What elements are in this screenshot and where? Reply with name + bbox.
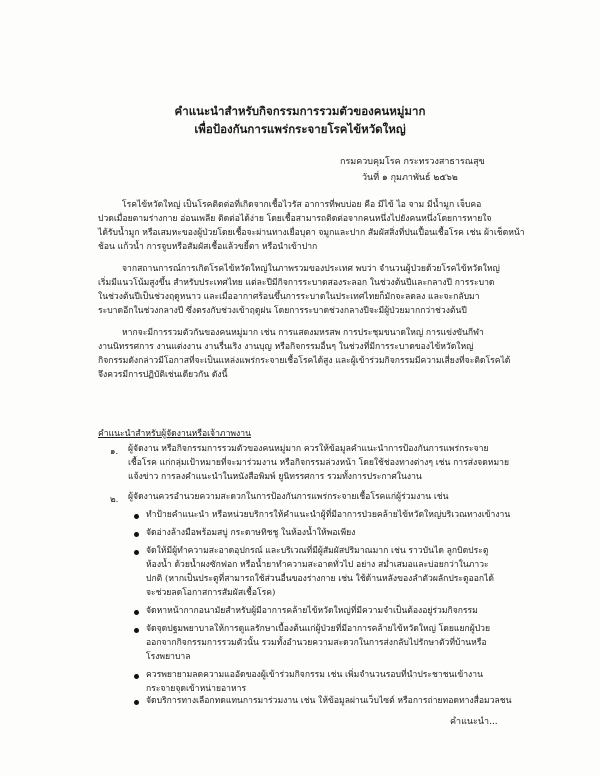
bullet5-line-3: โรงพยาบาล	[146, 652, 191, 662]
para3-line-4: จึงควรมีการปฏิบัติเช่นเดียวกัน ดังนี้	[98, 370, 228, 380]
section-heading: คำแนะนำสำหรับผู้จัดงานหรือเจ้าภาพงาน	[98, 429, 251, 439]
bullet2-line-1: จัดอ่างล้างมือพร้อมสบู่ กระดาษทิชชู ในห้องน้ำให้พอเพียง	[146, 528, 356, 538]
para2-line-2: เริ่มมีแนวโน้มสูงขึ้น สำหรับประเทศไทย แต่ละปีมีกิจการระบาดสองระลอก ในช่วงต้นปีและกลางปี การระบาด	[98, 278, 495, 288]
title-line-1: คำแนะนำสำหรับกิจกรรมการรวมตัวของคนหมู่มาก	[174, 104, 426, 118]
bullet-dot	[134, 628, 139, 633]
bullet3-line-1: จัดให้มีผู้ทำความสะอาดอุปกรณ์ และบริเวณที่มีผู้สัมผัสปริมาณมาก เช่น ราวบันได ลูกบิดประตู	[146, 546, 489, 556]
bullet-dot	[134, 700, 139, 705]
bullet-dot	[134, 550, 139, 555]
bullet3-line-3: ปกติ (หากเป็นประตูที่สามารถใช้ส่วนอื่นของร่างกาย เช่น ใช้ด้านหลังของลำตัวผลักประตูออกได้	[146, 574, 495, 584]
para3-line-3: กิจกรรมดังกล่าวมีโอกาสที่จะเป็นแหล่งแพร่กระจายเชื้อโรคได้สูง และผู้เข้าร่วมกิจกรรมมีความเสี่ยงที่จะติดโรคได้	[98, 356, 511, 366]
para3-line-1: หากจะมีการรวมตัวกันของคนหมู่มาก เช่น การแสดงมหรสพ การประชุมขนาดใหญ่ การแข่งขันกีฬา	[122, 328, 484, 338]
bullet-dot	[134, 532, 139, 537]
item1-line-3: แจ้งข่าว การลงคำแนะนำในหนังสือพิมพ์ ยูนิทรรศการ รวมทั้งการประกาศในงาน	[128, 472, 422, 482]
para3-line-2: งานนิทรรศการ งานแต่งงาน งานรื่นเริง งานบุญ หรือกิจกรรมอื่นๆ ในช่วงที่มีการระบาดของไข้หวัดใหญ่	[98, 342, 474, 352]
bullet5-line-2: ออกจากกิจกรรมการรวมตัวนั้น รวมทั้งอำนวยความสะดวกในการส่งกลับไปรักษาตัวที่บ้านหรือ	[146, 638, 487, 648]
bullet5-line-1: จัดจุดปฐมพยาบาลให้การดูแลรักษาเบื้องต้นแก่ผู้ป่วยที่มีอาการคล้ายไข้หวัดใหญ่ โดยแยกผู้ป่วย	[146, 624, 491, 634]
item1-line-2: เชื้อโรค แก่กลุ่มเป้าหมายที่จะมาร่วมงาน หรือกิจกรรมล่วงหน้า โดยใช้ช่องทางต่างๆ เช่น การส่งจดหมาย	[128, 458, 509, 468]
para2-line-4: ระบาดอีกในช่วงกลางปี ซึ่งตรงกับช่วงเข้าฤดูฝน โดยการระบาดช่วงกลางปีจะมีผู้ป่วยมากกว่าช่วงต้นปี	[98, 306, 467, 316]
bullet1-line-1: ทำป้ายคำแนะนำ หรือหน่วยบริการให้คำแนะนำผู้ที่มีอาการป่วยคล้ายไข้หวัดใหญ่บริเวณทางเข้างาน	[146, 510, 511, 520]
para1-line-2: ปวดเมื่อยตามร่างกาย อ่อนเพลีย ติดต่อได้ง่าย โดยเชื้อสามารถติดต่อจากคนหนึ่งไปยังคนหนึ่งโดยการหายใจ	[98, 214, 492, 224]
date: วันที่ ๑ กุมภาพันธ์ ๒๕๖๒	[362, 173, 458, 183]
bullet7-line-1: จัดบริการทางเลือกทดแทนการมาร่วมงาน เช่น ให้ข้อมูลผ่านเว็บไซต์ หรือการถ่ายทอดทางสื่อมวลชน	[146, 696, 512, 706]
bullet6-line-1: ควรพยายามลดความแออัดของผู้เข้าร่วมกิจกรรม เช่น เพิ่มจำนวนรอบที่นำประชาชนเข้างาน	[146, 670, 483, 680]
para1-line-1: โรคไข้หวัดใหญ่ เป็นโรคติดต่อที่เกิดจากเชื้อไวรัส อาการที่พบบ่อย คือ มีไข้ ไอ จาม มีน้ำมูก เจ็บคอ	[122, 200, 482, 210]
item1-number: ๑.	[110, 447, 119, 457]
bullet6-line-2: กระจายจุดเข้าหน่ายอาหาร	[146, 684, 247, 694]
issuer: กรมควบคุมโรค กระทรวงสาธารณสุข	[340, 157, 485, 167]
bullet3-line-2: ห้องน้ำ ด้วยน้ำผงซักฟอก หรือน้ำยาทำความสะอาดทั่วไป อย่าง สม่ำเสมอและบ่อยกว่าในภาวะ	[146, 560, 489, 570]
para2-line-3: ในช่วงต้นปีเป็นช่วงฤดูหนาว และเมื่ออากาศร้อนขึ้นการระบาดในประเทศไทยก็มักจะลดลง และจะกลับมา	[98, 292, 480, 302]
bullet-dot	[134, 610, 139, 615]
para1-line-4: ช้อน แก้วน้ำ การจูบหรือสัมผัสเชื้อแล้วขยี้ตา หรือนำเข้าปาก	[98, 242, 318, 252]
title-line-2: เพื่อป้องกันการแพร่กระจายโรคไข้หวัดใหญ่	[194, 122, 406, 136]
para1-line-3: ได้รับน้ำมูก หรือเสมหะของผู้ป่วยโดยเชื้อจะผ่านทางเยื่อบุตา จมูกและปาก สัมผัสสิ่งที่ปนเปื้อนเชื้อโรค เช่น ผ้าเช็ดหน้า	[98, 228, 525, 238]
item2-number: ๒.	[110, 495, 119, 505]
continuation-footer: คำแนะนำ...	[450, 717, 498, 727]
para2-line-1: จากสถานการณ์การเกิดโรคไข้หวัดใหญ่ในภาพรวมของประเทศ พบว่า จำนวนผู้ป่วยด้วยโรคไข้หวัดใหญ่	[122, 264, 500, 274]
bullet4-line-1: จัดหาหน้ากากอนามัยสำหรับผู้มีอาการคล้ายไข้หวัดใหญ่ที่มีความจำเป็นต้องอยู่ร่วมกิจกรรม	[146, 606, 478, 616]
item2-line: ผู้จัดงานควรอำนวยความสะดวกในการป้องกันการแพร่กระจายเชื้อโรคแก่ผู้ร่วมงาน เช่น	[128, 492, 449, 502]
bullet-dot	[134, 674, 139, 679]
bullet3-line-4: จะช่วยลดโอกาสการสัมผัสเชื้อโรค)	[146, 588, 276, 598]
item1-line-1: ผู้จัดงาน หรือกิจกรรมการรวมตัวของคนหมู่มาก ควรให้ข้อมูลคำแนะนำการป้องกันการแพร่กระจาย	[128, 444, 489, 454]
bullet-dot	[134, 514, 139, 519]
